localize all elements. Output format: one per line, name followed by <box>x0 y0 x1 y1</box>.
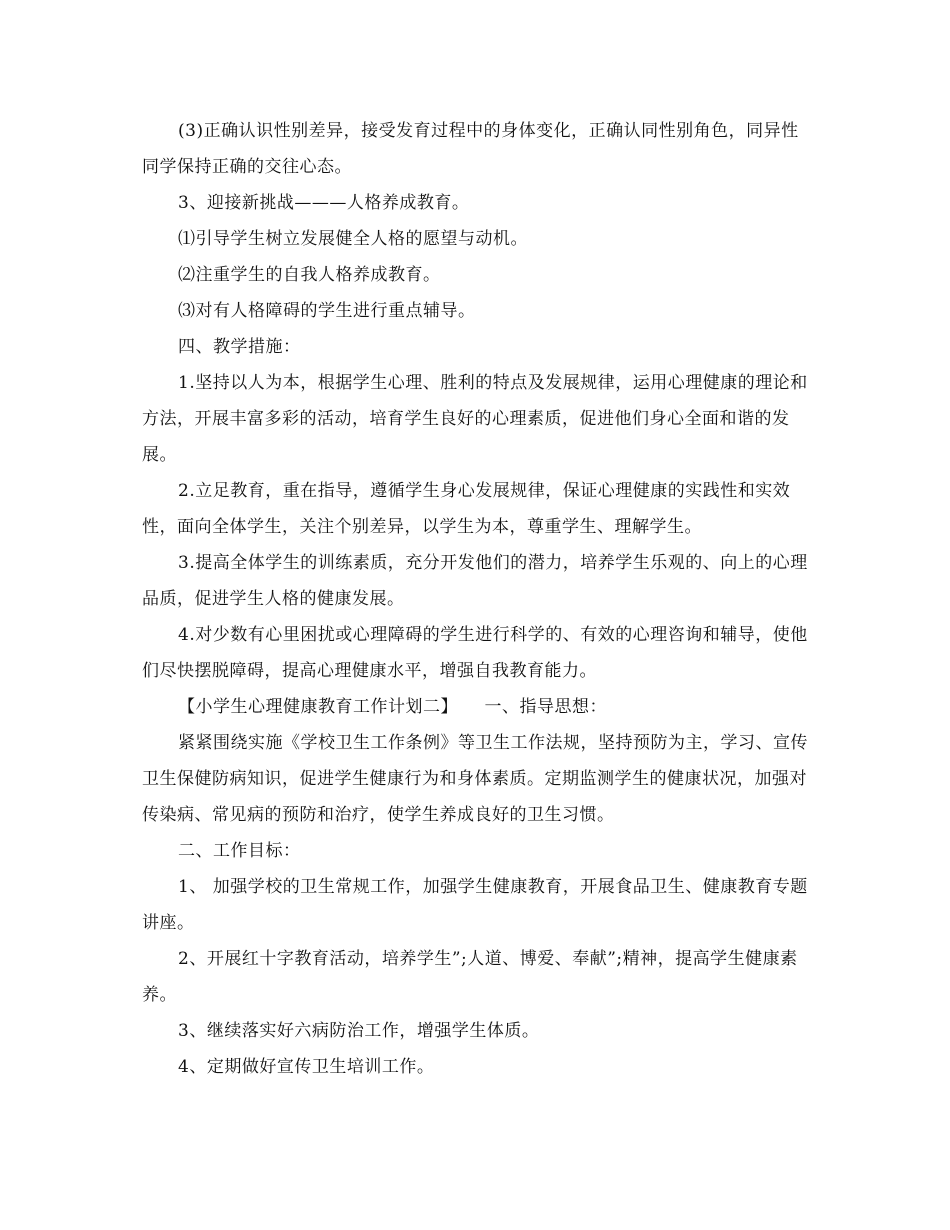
paragraph: 3、继续落实好六病防治工作，增强学生体质。 <box>178 1021 540 1041</box>
paragraph: ⑶对有人格障碍的学生进行重点辅导。 <box>178 301 476 321</box>
paragraph: ⑴引导学生树立发展健全人格的愿望与动机。 <box>178 229 528 249</box>
paragraph: 3、迎接新挑战———人格养成教育。 <box>178 193 470 213</box>
paragraph: (3)正确认识性别差异，接受发育过程中的身体变化，正确认同性别角色，同异性同学保持正确的交往心态。 <box>142 121 799 177</box>
section-heading: 【小学生心理健康教育工作计划二】 一、指导思想： <box>178 697 607 717</box>
paragraph: 4.对少数有心里困扰或心理障碍的学生进行科学的、有效的心理咨询和辅导，使他们尽快摆脱障碍，提高心理健康水平，增强自我教育能力。 <box>142 625 808 681</box>
section-heading: 四、教学措施： <box>178 337 301 357</box>
paragraph: 3.提高全体学生的训练素质，充分开发他们的潜力，培养学生乐观的、向上的心理品质，促进学生人格的健康发展。 <box>142 553 808 609</box>
paragraph: 紧紧围绕实施《学校卫生工作条例》等卫生工作法规，坚持预防为主，学习、宣传卫生保健防病知识，促进学生健康行为和身体素质。定期监测学生的健康状况，加强对传染病、常见病的预防和治疗，使学生养成良好的卫生习惯。 <box>142 733 808 825</box>
section-heading: 二、工作目标： <box>178 841 301 861</box>
paragraph: 2、开展红十字教育活动，培养学生”;人道、博爱、奉献”;精神，提高学生健康素养。 <box>142 949 798 1005</box>
paragraph: 2.立足教育，重在指导，遵循学生身心发展规律，保证心理健康的实践性和实效性，面向全体学生，关注个别差异，以学生为本，尊重学生、理解学生。 <box>142 481 791 537</box>
document-body <box>142 113 810 1085</box>
paragraph: 1、 加强学校的卫生常规工作，加强学生健康教育，开展食品卫生、健康教育专题讲座。 <box>142 877 808 933</box>
paragraph: 4、定期做好宣传卫生培训工作。 <box>178 1057 435 1077</box>
paragraph: ⑵注重学生的自我人格养成教育。 <box>178 265 441 285</box>
paragraph: 1.坚持以人为本，根据学生心理、胜利的特点及发展规律，运用心理健康的理论和方法，开展丰富多彩的活动，培育学生良好的心理素质，促进他们身心全面和谐的发展。 <box>142 373 808 465</box>
